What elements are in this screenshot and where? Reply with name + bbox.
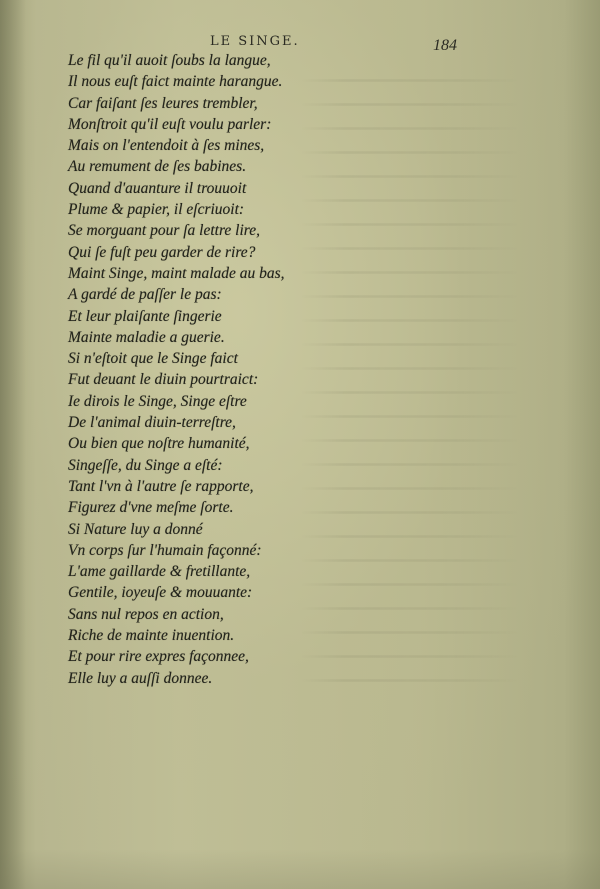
- verse-line: Si Nature luy a donné: [68, 520, 203, 538]
- verse-line: Sans nul repos en action,: [68, 605, 224, 623]
- verse-line: De l'animal diuin-terreſtre,: [68, 414, 236, 432]
- verse-line: Fut deuant le diuin pourtraict:: [68, 371, 259, 389]
- verse-line: Riche de mainte inuention.: [68, 627, 235, 645]
- verse-line: Singeſſe, du Singe a eſté:: [68, 456, 223, 474]
- verse-line: Et pour rire expres façonnee,: [68, 648, 249, 666]
- verse-line: Ie dirois le Singe, Singe eſtre: [68, 392, 247, 410]
- verse-line: Il nous euſt faict mainte harangue.: [68, 73, 283, 91]
- verse-block: [68, 50, 408, 689]
- verse-line: A gardé de paſſer le pas:: [68, 286, 222, 304]
- verse-line: Gentile, ioyeuſe & mouuante:: [68, 584, 253, 602]
- verse-line: Vn corps ſur l'humain façonné:: [68, 541, 262, 559]
- verse-line: Se morguant pour ſa lettre lire,: [68, 222, 261, 240]
- verse-line: Qui ſe fuſt peu garder de rire?: [68, 243, 256, 261]
- verse-line: Quand d'auanture il trouuoit: [68, 179, 247, 197]
- verse-line: Monſtroit qu'il euſt voulu parler:: [68, 115, 272, 133]
- verse-line: Au remument de ſes babines.: [68, 158, 247, 176]
- verse-line: Si n'eſtoit que le Singe faict: [68, 350, 238, 368]
- verse-line: Le fil qu'il auoit ſoubs la langue,: [68, 52, 271, 69]
- verse-line: Maint Singe, maint malade au bas,: [68, 264, 285, 282]
- verse-line: Plume & papier, il eſcriuoit:: [68, 201, 245, 219]
- verse-line: Ou bien que noſtre humanité,: [68, 435, 250, 453]
- verse-line: Et leur plaiſante ſingerie: [68, 307, 222, 325]
- verse-line: Car faiſant ſes leures trembler,: [68, 94, 258, 112]
- verse-line: Mais on l'entendoit à ſes mines,: [68, 137, 265, 155]
- verse-line: Mainte maladie a guerie.: [68, 328, 225, 346]
- verse-line: Elle luy a auſſi donnee.: [68, 669, 213, 687]
- page-number: 184: [433, 37, 457, 54]
- spine-shadow: [0, 0, 26, 889]
- verse-line: L'ame gaillarde & fretillante,: [68, 563, 251, 581]
- page-bottom-shadow: [0, 849, 600, 889]
- verse-line: Tant l'vn à l'autre ſe rapporte,: [68, 477, 254, 495]
- running-head: LE SINGE.: [210, 34, 300, 49]
- verse-line: Figurez d'vne meſme ſorte.: [68, 499, 234, 517]
